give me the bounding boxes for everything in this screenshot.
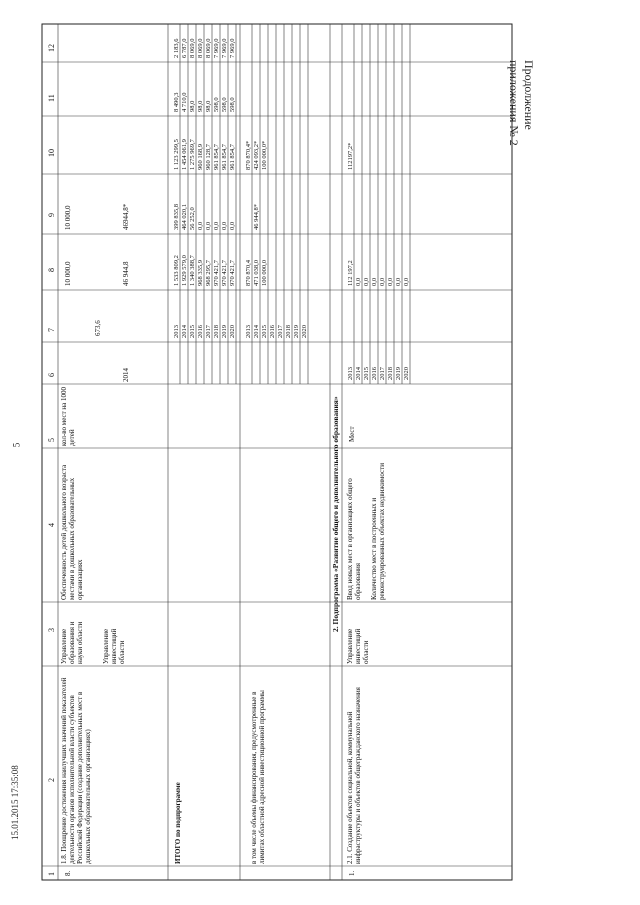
unit: кол-во мест на 1000 детей — [60, 386, 76, 446]
value-cell: 98,0 — [189, 100, 196, 112]
row-number: 1. — [348, 870, 356, 876]
year: 2014 — [122, 368, 130, 382]
year-cell: 2014 — [355, 367, 362, 380]
value-col8: 46 944,8 — [122, 261, 130, 286]
value-cell: 0,0 — [355, 277, 362, 286]
year-cell: 2019 — [221, 325, 228, 338]
value-cell: 424 093,2* — [253, 140, 260, 170]
column-number: 4 — [47, 523, 56, 527]
value-cell: 7 969,0 — [213, 38, 220, 58]
measure-name: 1.8. Поощрение достижения наилучших значений показателей деятельности органов исполнительной власти субъектов Российской Федерации (создание дополнительных мест в дошкольных образовательных организациях) — [60, 677, 92, 864]
row-1-table — [347, 143, 410, 380]
column-number: 12 — [47, 44, 56, 52]
year-cell: 2013 — [347, 367, 354, 380]
column-number: 7 — [47, 328, 56, 332]
executor: Управление образования и науки области — [60, 621, 84, 664]
value-cell: 98,0 — [205, 100, 212, 112]
year-cell: 2014 — [253, 325, 260, 338]
value-cell: 960 168,9 — [197, 144, 204, 170]
value-cell: 970 421,7 — [221, 260, 228, 286]
subprogram-title: 2. Подпрограмма «Развитие общего и дополнительного образования» — [331, 396, 340, 632]
column-number: 10 — [47, 149, 56, 157]
row-8 — [60, 203, 160, 876]
page-number: 5 — [11, 442, 22, 448]
value-cell: 8 069,0 — [205, 38, 212, 58]
year-cell: 2016 — [197, 325, 204, 338]
column-number-row — [47, 44, 56, 876]
financing-label: в том числе объемы финансирования, предусмотренные в лимитах областной адресной инвестиционной программы — [250, 690, 266, 864]
value-cell: 2 183,6 — [173, 38, 180, 58]
year-cell: 2014 — [181, 325, 188, 338]
year-cell: 2020 — [403, 367, 410, 380]
year-cell: 2019 — [293, 325, 300, 338]
value-cell: 56 252,0 — [189, 207, 196, 230]
column-number: 6 — [47, 373, 56, 377]
value-cell: 0,0 — [403, 277, 410, 286]
column-number: 9 — [47, 213, 56, 217]
value-cell: 1 533 809,2 — [173, 255, 180, 286]
year-cell: 2020 — [301, 325, 308, 338]
year-cell: 2015 — [363, 367, 370, 380]
value-col8: 10 000,0 — [64, 261, 72, 286]
target-value: 673,6 — [94, 320, 102, 336]
year-cell: 2013 — [245, 325, 252, 338]
total-table — [173, 38, 236, 338]
value-cell: 0,0 — [395, 277, 402, 286]
value-cell: 961 854,7 — [213, 144, 220, 170]
value-cell: 1 929 579,0 — [181, 255, 188, 286]
value-cell: 960 128,7 — [205, 144, 212, 170]
value-cell: 598,0 — [229, 97, 236, 112]
value-cell: 399 835,8 — [173, 204, 180, 230]
value-cell: 0,0 — [371, 277, 378, 286]
year-cell: 2016 — [371, 367, 378, 380]
value-cell: 7 969,0 — [221, 38, 228, 58]
value-cell: 870 870,4 — [245, 260, 252, 286]
total-label: ИТОГО по подпрограмме — [174, 782, 182, 864]
value-cell: 961 854,7 — [221, 144, 228, 170]
value-cell: 0,0 — [379, 277, 386, 286]
value-cell: 8 069,0 — [197, 38, 204, 58]
column-number: 3 — [47, 628, 56, 632]
value-cell: 8 069,0 — [189, 38, 196, 58]
value-col9: 10 000,0 — [64, 205, 72, 230]
value-cell: 598,0 — [221, 97, 228, 112]
row-number: 8. — [64, 870, 72, 876]
year-cell: 2013 — [173, 325, 180, 338]
row-1 — [346, 426, 410, 876]
indicator: Обеспеченность детей дошкольного возраста местами в дошкольных образовательных организациях — [60, 464, 84, 600]
value-cell: 1 123 299,5 — [173, 139, 180, 170]
value-cell: 968 295,7 — [205, 260, 212, 286]
value-cell: 970 421,7 — [229, 260, 236, 286]
value-cell: 1 275 969,7 — [189, 139, 196, 170]
measure-name: 2.1. Создание объектов социальной, коммунальной инфраструктуры и объектов общегражданского назначения — [346, 687, 362, 864]
value-cell: 7 969,0 — [229, 38, 236, 58]
value-cell: 970 421,7 — [213, 260, 220, 286]
value-cell: 0,0 — [221, 221, 228, 230]
value-cell: 0,0 — [229, 221, 236, 230]
value-cell: 0,0 — [363, 277, 370, 286]
value-cell: 464 020,1 — [181, 204, 188, 230]
value-cell: 98,0 — [197, 100, 204, 112]
column-number: 2 — [47, 778, 56, 782]
rotated-table-scan — [40, 20, 520, 882]
column-number: 8 — [47, 268, 56, 272]
value-cell: 471 038,0 — [253, 260, 260, 286]
value-cell: 6 787,0 — [181, 38, 188, 58]
value-cell: 46 944,8* — [253, 204, 260, 230]
year-cell: 2015 — [189, 325, 196, 338]
value-cell: 961 854,7 — [229, 144, 236, 170]
executor: Управление инвестиций области — [102, 628, 126, 664]
value-cell: 8 490,3 — [173, 92, 180, 112]
executor: Управление инвестиций области — [346, 628, 370, 664]
table-body — [42, 24, 512, 880]
value-cell: 0,0 — [197, 221, 204, 230]
year-cell: 2018 — [213, 325, 220, 338]
timestamp: 15.01.2015 17:35:08 — [10, 765, 20, 840]
value-cell: 870 870,4* — [245, 140, 252, 170]
column-number: 5 — [47, 438, 56, 442]
year-cell: 2018 — [387, 367, 394, 380]
column-number: 11 — [47, 94, 56, 102]
year-cell: 2016 — [269, 325, 276, 338]
value-col9: 46944,8* — [122, 203, 130, 230]
year-cell: 2017 — [205, 325, 212, 338]
year-cell: 2017 — [277, 325, 284, 338]
indicator: Ввод новых мест в организациях общего образования — [346, 478, 362, 600]
value-cell: 0,0 — [213, 221, 220, 230]
value-cell: 4 710,0 — [181, 92, 188, 112]
value-cell: 0,0 — [387, 277, 394, 286]
value-cell: 112 197,2 — [347, 260, 354, 286]
column-number: 1 — [47, 872, 56, 876]
value-cell: 100 000,0* — [261, 140, 268, 170]
value-cell: 1 340 388,7 — [189, 255, 196, 286]
financing-table — [245, 141, 308, 338]
value-cell: 598,0 — [213, 97, 220, 112]
appendix-label: Продолжение приложения № 2 — [507, 60, 536, 146]
year-cell: 2017 — [379, 367, 386, 380]
unit: Мест — [348, 426, 356, 442]
year-cell: 2020 — [229, 325, 236, 338]
year-cell: 2015 — [261, 325, 268, 338]
value-cell: 968 335,9 — [197, 260, 204, 286]
value-cell: 100 000,0 — [261, 260, 268, 286]
value-cell: 0,0 — [205, 221, 212, 230]
indicator: Количество мест в построенных и реконструированных объектах недвижимости — [370, 463, 386, 600]
year-cell: 2019 — [395, 367, 402, 380]
value-cell: 1 454 061,9 — [181, 139, 188, 170]
year-cell: 2018 — [285, 325, 292, 338]
value-cell: 112197,2* — [347, 142, 354, 170]
